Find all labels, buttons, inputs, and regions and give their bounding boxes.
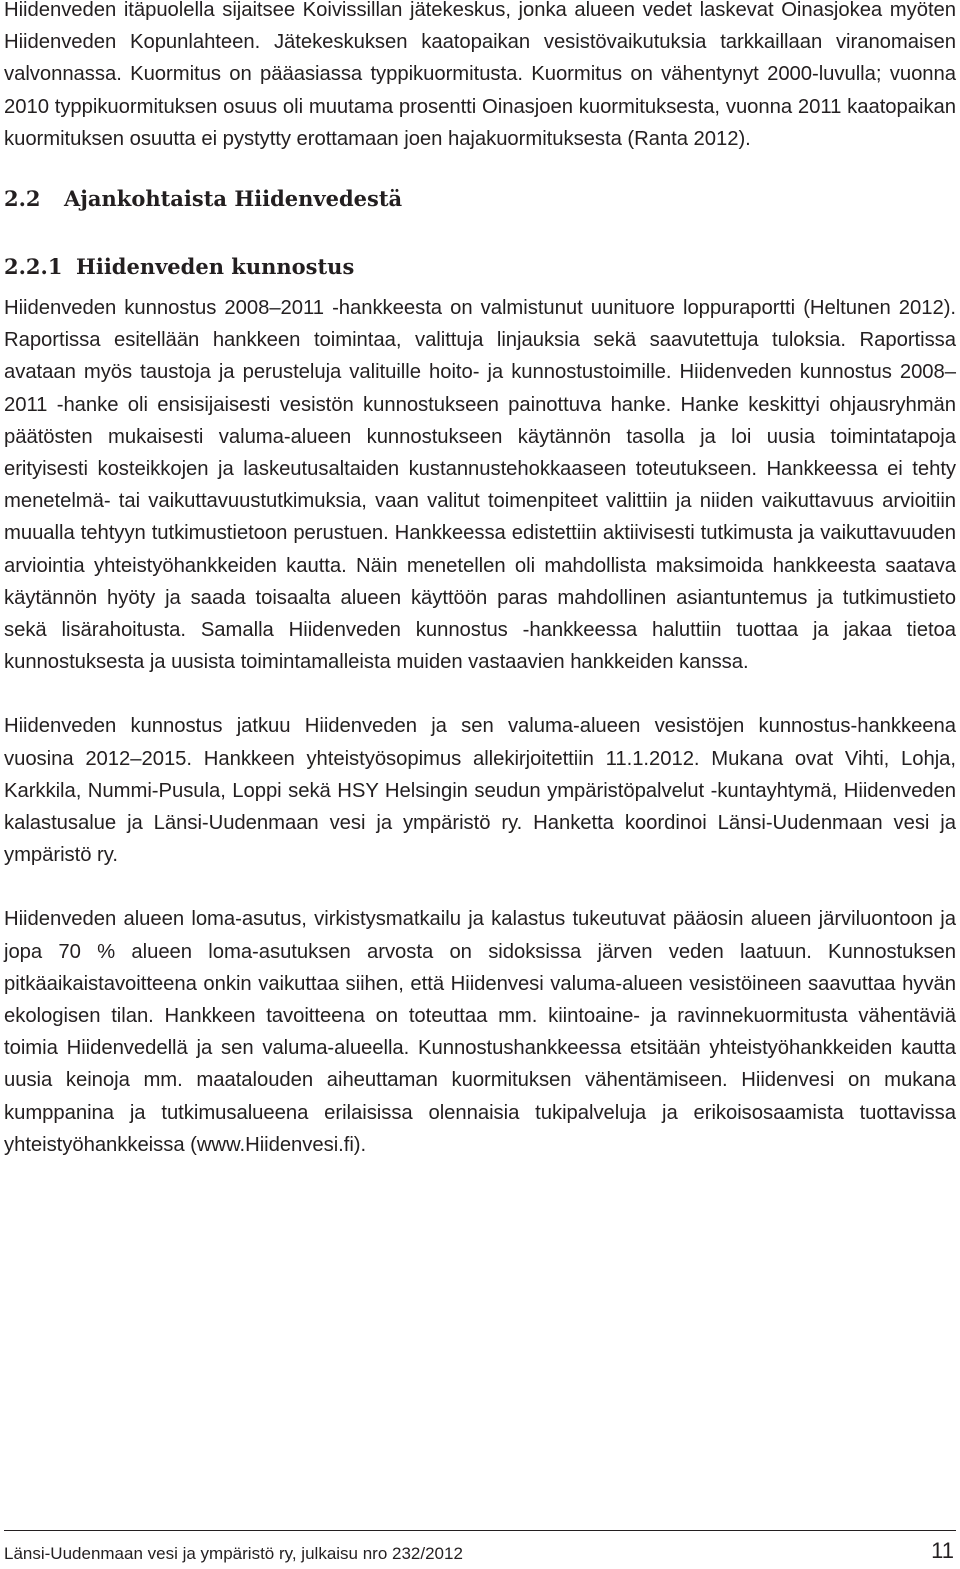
subsection-heading [4,252,956,282]
document-body [4,0,956,1161]
paragraph-loma-asutus: Hiidenveden alueen loma-asutus, virkistysmatkailu ja kalastus tukeutuvat pääosin alueen järviluontoon ja jopa 70 % alueen loma-asutuksen arvosta on sidoksissa järven veden laatuun. Kunnostuksen pitkäaikaistavoitteena onkin vaikuttaa siihen, että Hiidenvesi valuma-alueen vesistöineen saavuttaa hyvän ekologisen tilan. Hankkeen tavoitteena on toteuttaa mm. kiintoaine- ja ravinnekuormitusta vähentäviä toimia Hiidenvedellä ja sen valuma-alueella. Kunnostushankkeessa etsitään yhteistyöhankkeiden kautta uusia keinoja mm. maatalouden aiheuttaman kuormituksen vähentämiseen. Hiidenvesi on mukana kumppanina ja tutkimusalueena erilaisissa olennaisia tukipalveluja ja erikoisosaamista tuottavissa yhteistyöhankkeissa (www.Hiidenvesi.fi). [4,908,956,1156]
paragraph-jatekeskus: Hiidenveden itäpuolella sijaitsee Koivissillan jätekeskus, jonka alueen vedet laskevat Oinasjokea myöten Hiidenveden Kopunlahteen. Jätekeskuksen kaatopaikan vesistövaikutuksia tarkkaillaan viranomaisen valvonnassa. Kuormitus on pääasiassa typpikuormitusta. Kuormitus on vähentynyt 2000-luvulla; vuonna 2010 typpikuormituksen osuus oli muutama prosentti Oinasjoen kuormituksesta, vuonna 2011 kaatopaikan kuormituksen osuutta ei pystytty erottamaan joen hajakuormituksesta (Ranta 2012). [4,0,956,150]
paragraph-kunnostus-raportti: Hiidenveden kunnostus 2008–2011 -hankkeesta on valmistunut uunituore loppuraportti (Heltunen 2012). Raportissa esitellään hankkeen toimintaa, valittuja linjauksia sekä saavutettuja tuloksia. Raportissa avataan myös taustoja ja perusteluja valituille hoito- ja kunnostustoimille. Hiidenveden kunnostus 2008–2011 -hanke oli ensisijaisesti vesistön kunnostukseen painottuva hanke. Hanke keskittyi ohjausryhmän päätösten mukaisesti valuma-alueen kunnostukseen käytännön tasolla ja loi uusia toimintatapoja erityisesti kosteikkojen ja laskeutusaltaiden kustannustehokkaaseen toteutukseen. Hankkeessa ei tehty menetelmä- tai vaikuttavuustutkimuksia, vaan valitut toimenpiteet valittiin ja niiden vaikuttavuus arvioitiin muualla tehtyyn tutkimustietoon perustuen. Hankkeessa edistettiin aktiivisesti tutkimusta ja vaikuttavuuden arviointia yhteistyöhankkeiden kautta. Näin menetellen oli mahdollista maksimoida hankkeesta saatava käytännön hyöty ja saada toisaalta alueen käyttöön paras mahdollinen asiantuntemus ja tutkimustieto sekä lisärahoitusta. Samalla Hiidenveden kunnostus -hankkeessa haluttiin tuottaa ja jakaa tietoa kunnostuksesta ja uusista toimintamalleista muiden vastaavien hankkeiden kanssa. [4,297,956,674]
subsection-number: 2.2.1 [4,254,63,280]
section-title: Ajankohtaista Hiidenvedestä [64,186,403,212]
section-number: 2.2 [4,186,41,212]
footer-divider [4,1530,956,1531]
paragraph-kunnostus-jatkuu: Hiidenveden kunnostus jatkuu Hiidenveden ja sen valuma-alueen vesistöjen kunnostus-hankkeena vuosina 2012–2015. Hankkeen yhteistyösopimus allekirjoitettiin 11.1.2012. Mukana ovat Vihti, Lohja, Karkkila, Nummi-Pusula, Loppi sekä HSY Helsingin seudun ympäristöpalvelut -kuntayhtymä, Hiidenveden kalastusalue ja Länsi-Uudenmaan vesi ja ympäristö ry. Hanketta koordinoi Länsi-Uudenmaan vesi ja ympäristö ry. [4,715,956,867]
page-number: 11 [931,1538,954,1563]
subsection-title: Hiidenveden kunnostus [76,254,355,280]
footer-publisher: Länsi-Uudenmaan vesi ja ympäristö ry, julkaisu nro 232/2012 [4,1544,463,1563]
paragraph-gap [4,678,956,710]
section-heading [4,184,956,214]
paragraph-gap [4,871,956,903]
